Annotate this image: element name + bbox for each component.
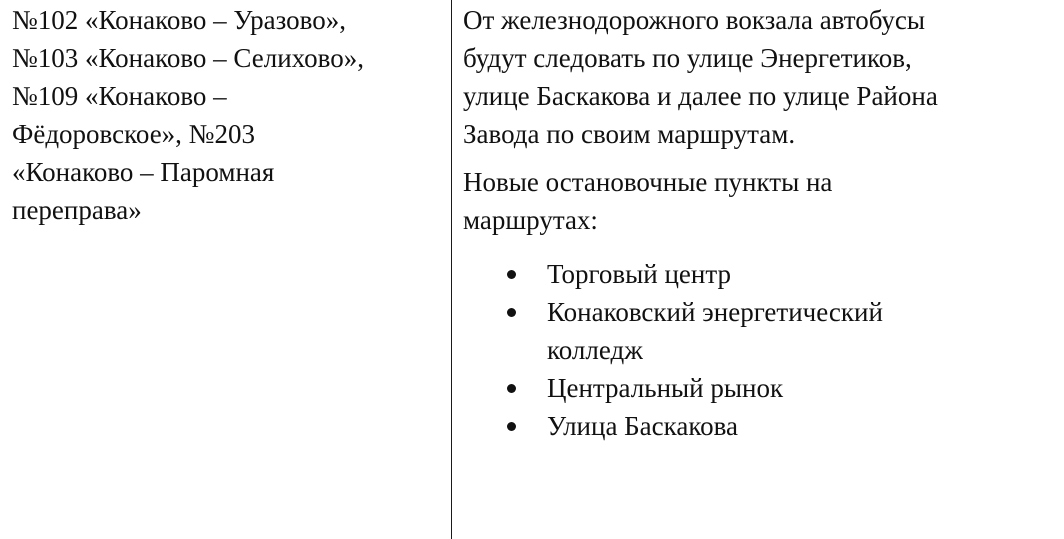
text-line: маршрутах: [463, 205, 598, 235]
route-line: «Конаково – Паромная [12, 157, 275, 187]
column-divider [451, 0, 452, 539]
route-line: №103 «Конаково – Селихово», [12, 43, 364, 73]
stop-name: Улица Баскакова [547, 411, 738, 441]
new-stops-heading [463, 163, 1053, 239]
stop-name: Торговый центр [547, 259, 731, 289]
text-line: улице Баскакова и далее по улице Района [463, 81, 938, 111]
list-item [463, 293, 1053, 369]
route-line: №109 «Конаково – [12, 81, 227, 111]
text-line: От железнодорожного вокзала автобусы [463, 5, 926, 35]
list-item [463, 369, 1053, 407]
route-line: переправа» [12, 195, 142, 225]
bullet-icon [507, 422, 516, 431]
bullet-icon [507, 270, 516, 279]
route-line: №102 «Конаково – Уразово», [12, 5, 346, 35]
bullet-icon [507, 384, 516, 393]
text-line: Завода по своим маршрутам. [463, 119, 796, 149]
stop-name: Конаковский энергетический [547, 297, 883, 327]
route-description-paragraph [463, 1, 1053, 153]
text-line: Новые остановочные пункты на [463, 167, 833, 197]
route-line: Фёдоровское», №203 [12, 119, 255, 149]
stop-name: колледж [547, 335, 643, 365]
list-item [463, 407, 1053, 445]
description-cell [463, 1, 1053, 445]
bullet-icon [507, 308, 516, 317]
routes-cell [12, 1, 444, 229]
stops-list [463, 255, 1053, 445]
stop-name: Центральный рынок [547, 373, 784, 403]
list-item [463, 255, 1053, 293]
text-line: будут следовать по улице Энергетиков, [463, 43, 912, 73]
